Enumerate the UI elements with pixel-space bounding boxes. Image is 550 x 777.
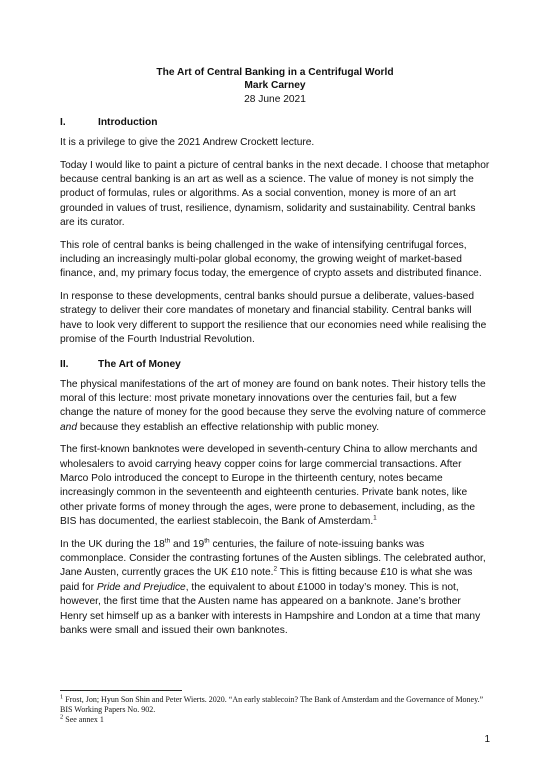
text-run: and 19 <box>170 538 205 550</box>
footnote <box>60 695 490 715</box>
footnote-mark: 2 <box>60 713 64 721</box>
footnote-reference[interactable]: 1 <box>373 514 377 522</box>
paragraph <box>60 378 490 436</box>
text-run: , the equivalent to about £1000 in today’s money. This is not, however, the first time that the Austen name has appeared on a banknote. Jane’s brother Henry set himself up as a banker with interests in Hampshire and London at a time that many banks were small and issued their own banknotes. <box>60 581 481 636</box>
text-run: The physical manifestations of the art of money are found on bank notes. Their history tells the moral of this lecture: most private monetary innovations over the centuries fail, but a few change the nature of money for the good because they serve the evolving nature of commerce <box>60 378 486 419</box>
document-date: 28 June 2021 <box>244 93 306 105</box>
document-title: The Art of Central Banking in a Centrifugal World <box>156 67 394 78</box>
ordinal-suffix: th <box>164 537 171 545</box>
paragraph: Today I would like to paint a picture of central banks in the next decade. I choose that metaphor because central banking is an art as well as a science. The value of money is not simply the product of formulas, rules or algorithms. As a social convention, money is more of an art grounded in values of trust, resilience, dynamism, solidarity and sustainability. Central banks are its curator. <box>60 159 490 229</box>
book-title: Pride and Prejudice <box>96 581 186 593</box>
section-title: Introduction <box>98 117 158 129</box>
text-run: This is fitting because £10 is what she was paid for <box>60 567 473 593</box>
text-run: centuries, the failure of note-issuing banks was commonplace. Consider the contrasting fortunes of the Austen siblings. The celebrated author, Jane Austen, currently graces the UK £10 note. <box>60 538 486 579</box>
page-number: 1 <box>484 734 490 745</box>
footnote <box>60 715 490 725</box>
text-run: because they establish an effective relationship with public money. <box>77 421 380 433</box>
footnote-text: See annex 1 <box>63 715 104 725</box>
ordinal-suffix: th <box>204 537 210 545</box>
section-title: The Art of Money <box>98 358 181 370</box>
document-author: Mark Carney <box>244 80 306 92</box>
paragraph: In response to these developments, central banks should pursue a deliberate, values-based strategy to deliver their core mandates of monetary and financial stability. Central banks will have to look very different to support the resilience that our economies need while realising the promise of the Fourth Industrial Revolution. <box>60 290 487 346</box>
document-body <box>60 66 490 638</box>
footnote-mark: 1 <box>60 693 64 701</box>
text-run: The first-known banknotes were developed in seventh-century China to allow merchants and wholesalers to avoid carrying heavy copper coins for large commercial transactions. After Marco Polo introduced the concept to Europe in the thirteenth century, notes became increasingly common in the seventeenth and eighteenth centuries. Private bank notes, like other private forms of money through the ages, were prone to debasement, including, as the BIS has documented, the earliest stablecoin, the Bank of Amsterdam. <box>60 444 478 528</box>
footnote-reference[interactable]: 2 <box>273 565 278 573</box>
paragraph: This role of central banks is being challenged in the wake of intensifying centrifugal forces, including an increasingly multi-polar global economy, the growing weight of market-based finance, and, my primary focus today, the emergence of crypto assets and distributed finance. <box>60 239 482 280</box>
footnote-divider <box>60 690 182 691</box>
section-number: II. <box>60 358 69 370</box>
footnotes <box>60 690 490 726</box>
paragraph <box>60 538 490 639</box>
section-number: I. <box>60 117 66 129</box>
section-heading-art-of-money <box>60 358 490 372</box>
emphasis: and <box>60 421 77 433</box>
footnote-text: Frost, Jon; Hyun Son Shin and Peter Wierts. 2020. “An early stablecoin? The Bank of Amsterdam and the Governance of Money.” BIS Working Papers No. 902. <box>60 695 484 715</box>
paragraph <box>60 443 490 529</box>
paragraph: It is a privilege to give the 2021 Andrew Crockett lecture. <box>60 137 315 149</box>
section-heading-introduction <box>60 116 490 130</box>
text-run: In the UK during the 18 <box>60 538 165 550</box>
title-block <box>60 66 490 106</box>
